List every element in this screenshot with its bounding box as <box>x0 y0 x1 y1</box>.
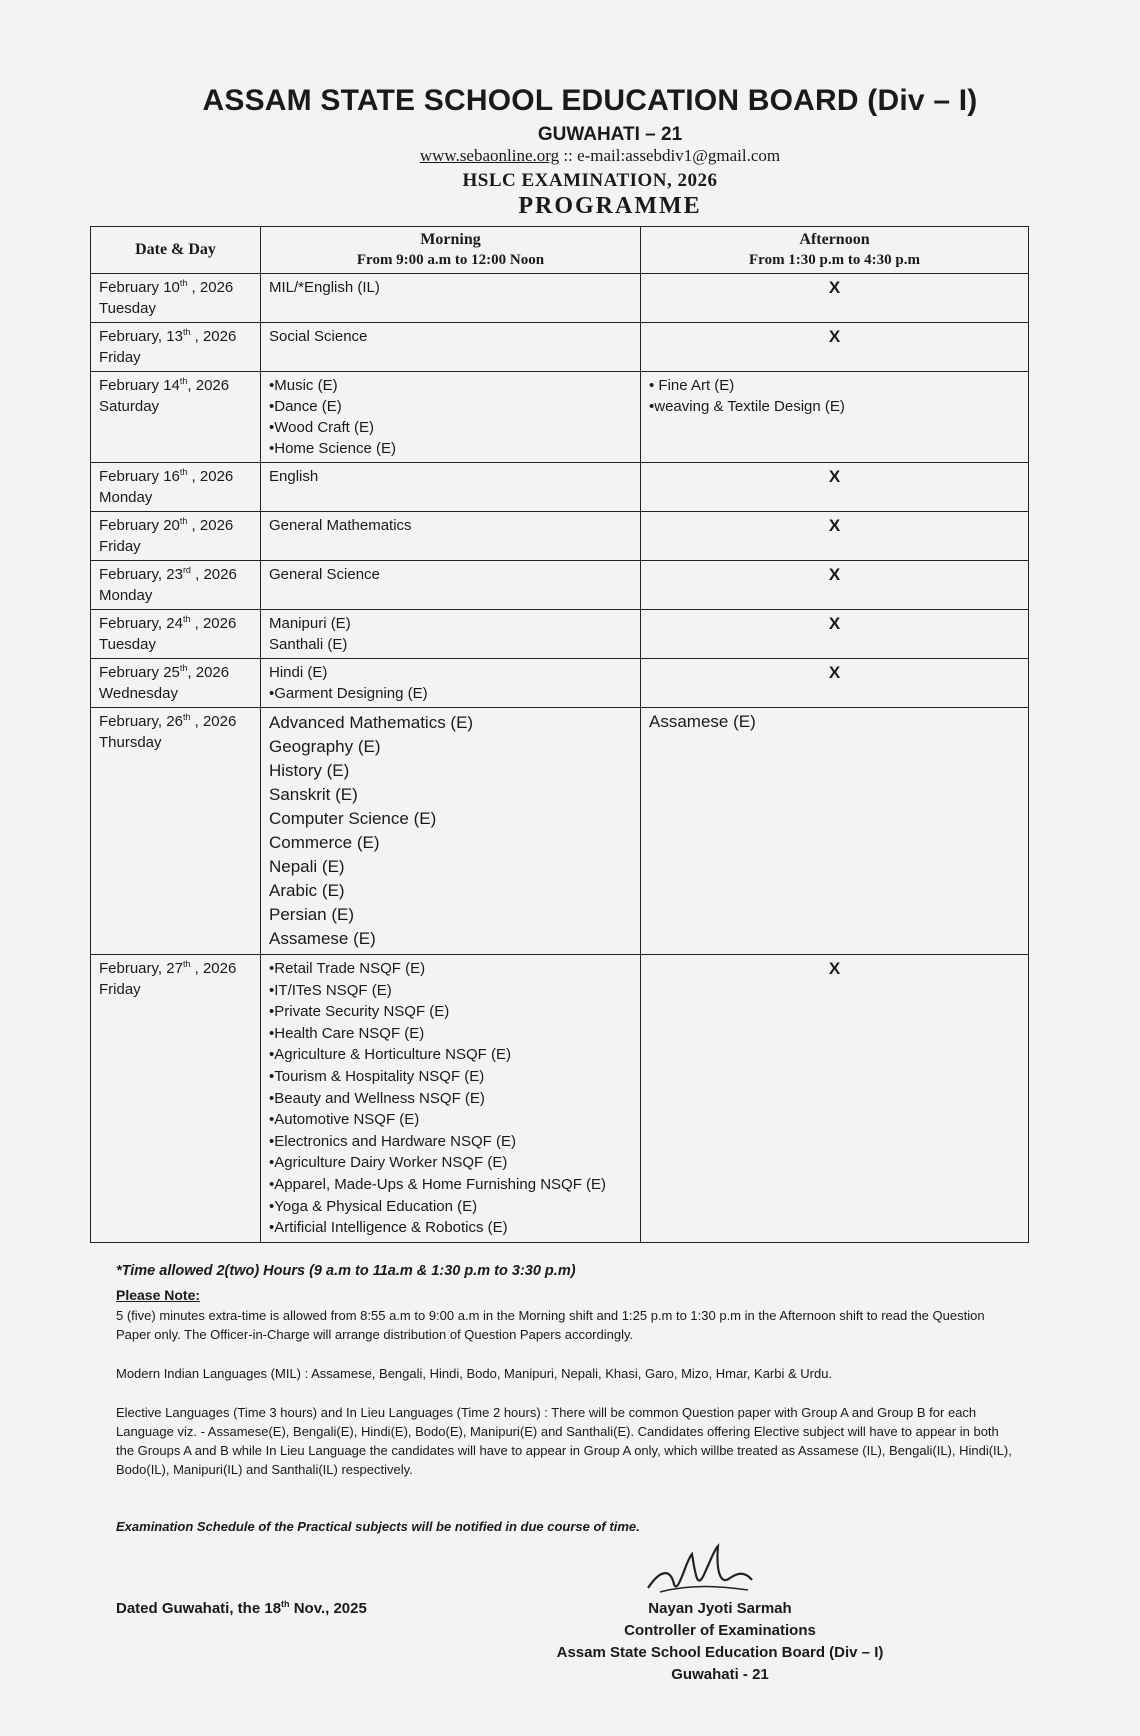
exam-title: HSLC EXAMINATION, 2026 <box>462 170 718 191</box>
note-mil: Modern Indian Languages (MIL) : Assamese, Bengali, Hindi, Bodo, Manipuri, Nepali, Khasi, Garo, Mizo, Hmar, Karbi & Urdu. <box>116 1366 833 1381</box>
morning-subjects-cell <box>261 561 641 610</box>
subject-item: Sanskrit (E) <box>269 785 358 804</box>
board-city: GUWAHATI – 21 <box>537 124 683 145</box>
subject-item: •Dance (E) <box>269 398 342 415</box>
subject-item: •Apparel, Made-Ups & Home Furnishing NSQF (E) <box>269 1175 607 1193</box>
header-afternoon-label: Afternoon <box>799 231 870 248</box>
note-extra-time: 5 (five) minutes extra-time is allowed from 8:55 a.m to 9:00 a.m in the Morning shift and 1:25 p.m to 1:30 p.m in the Afternoon shift to read the Question Paper only. The Officer-in-Charge will arrange distribution of Question Papers accordingly. <box>116 1308 985 1342</box>
afternoon-subjects-cell <box>641 463 1029 512</box>
exam-weekday: Tuesday <box>99 636 156 653</box>
subject-item: • Fine Art (E) <box>649 377 735 394</box>
subject-item: •weaving & Textile Design (E) <box>649 398 845 415</box>
afternoon-subjects-cell <box>641 610 1029 659</box>
afternoon-subjects-cell <box>641 372 1029 463</box>
schedule-table <box>90 226 1029 1243</box>
dated-line <box>116 1600 367 1617</box>
subject-item: General Science <box>269 566 380 583</box>
schedule-row <box>91 610 1029 659</box>
subject-item: History (E) <box>269 761 350 780</box>
schedule-row <box>91 512 1029 561</box>
schedule-row <box>91 708 1029 955</box>
header-morning-label: Morning <box>420 231 481 248</box>
subject-item: •Retail Trade NSQF (E) <box>269 960 426 977</box>
board-title: ASSAM STATE SCHOOL EDUCATION BOARD (Div – I) <box>202 84 978 117</box>
subject-item: Commerce (E) <box>269 833 380 852</box>
subject-item: Computer Science (E) <box>269 809 437 828</box>
subject-item: Advanced Mathematics (E) <box>269 713 474 732</box>
subject-item: English <box>269 468 319 485</box>
signatory-name: Nayan Jyoti Sarmah <box>648 1600 792 1617</box>
no-exam-mark: X <box>828 565 841 584</box>
exam-date: February, 24th , 2026 <box>99 614 237 632</box>
exam-date: February 25th, 2026 <box>99 663 230 681</box>
subject-item: •Agriculture & Horticulture NSQF (E) <box>269 1046 511 1064</box>
header-morning <box>261 227 641 274</box>
morning-subjects-cell <box>261 372 641 463</box>
subject-item: Santhali (E) <box>269 636 348 653</box>
exam-date: February 16th , 2026 <box>99 467 234 485</box>
subject-item: Arabic (E) <box>269 881 345 900</box>
exam-weekday: Thursday <box>99 734 162 751</box>
exam-weekday: Wednesday <box>99 685 178 702</box>
morning-subjects-cell <box>261 955 641 1243</box>
exam-date: February, 13th , 2026 <box>99 327 237 345</box>
signature-block <box>530 1598 910 1686</box>
email-text: :: e-mail:assebdiv1@gmail.com <box>563 146 781 165</box>
afternoon-subjects-cell <box>641 561 1029 610</box>
morning-subjects-cell <box>261 610 641 659</box>
schedule-row <box>91 274 1029 323</box>
subject-item: •Agriculture Dairy Worker NSQF (E) <box>269 1154 508 1172</box>
no-exam-mark: X <box>828 327 841 346</box>
subject-item: Geography (E) <box>269 737 381 756</box>
exam-weekday: Saturday <box>99 398 160 415</box>
exam-date: February, 27th , 2026 <box>99 959 237 977</box>
exam-date: February 14th, 2026 <box>99 376 230 394</box>
header-morning-time: From 9:00 a.m to 12:00 Noon <box>356 252 545 268</box>
subject-item: Nepali (E) <box>269 857 345 876</box>
date-day-cell <box>91 274 261 323</box>
date-day-cell <box>91 463 261 512</box>
no-exam-mark: X <box>828 959 841 978</box>
afternoon-subjects-cell <box>641 955 1029 1243</box>
date-day-cell <box>91 561 261 610</box>
subject-item: •Beauty and Wellness NSQF (E) <box>269 1089 485 1107</box>
schedule-row <box>91 463 1029 512</box>
signature-mark <box>640 1540 760 1602</box>
afternoon-subjects-cell <box>641 659 1029 708</box>
morning-subjects-cell <box>261 512 641 561</box>
note-elective: Elective Languages (Time 3 hours) and In Lieu Languages (Time 2 hours) : There will be common Question paper with Group A and Group B for each Language viz. - Assamese(E), Bengali(E), Hindi(E), Bodo(E), Manipuri(E) and Santhali(E). Candidates offering Elective subject will have to appear in both the Groups A and B while In Lieu Language the candidates will have to appear in Group A only, which willbe treated as Assamese (IL), Bengali(IL), Hindi(IL), Bodo(IL), Manipuri(IL) and Santhali(IL) respectively. <box>116 1405 1012 1477</box>
subject-item: •Wood Craft (E) <box>269 419 374 436</box>
exam-weekday: Friday <box>99 538 141 555</box>
time-allowed-note: *Time allowed 2(two) Hours (9 a.m to 11a.m & 1:30 p.m to 3:30 p.m) <box>116 1263 576 1279</box>
table-header-row <box>91 227 1029 274</box>
date-day-cell <box>91 512 261 561</box>
subject-item: General Mathematics <box>269 517 412 534</box>
afternoon-subjects-cell <box>641 512 1029 561</box>
note-practical: Examination Schedule of the Practical subjects will be notified in due course of time. <box>116 1519 640 1534</box>
date-day-cell <box>91 323 261 372</box>
no-exam-mark: X <box>828 278 841 297</box>
no-exam-mark: X <box>828 614 841 633</box>
exam-date: February, 26th , 2026 <box>99 712 237 730</box>
subject-item: •IT/ITeS NSQF (E) <box>269 981 392 999</box>
header-date-day: Date & Day <box>91 227 261 274</box>
exam-weekday: Monday <box>99 587 153 604</box>
morning-subjects-cell <box>261 274 641 323</box>
morning-subjects-cell <box>261 323 641 372</box>
subject-item: Manipuri (E) <box>269 615 351 632</box>
subject-item: •Health Care NSQF (E) <box>269 1024 425 1042</box>
date-day-cell <box>91 610 261 659</box>
subject-item: Hindi (E) <box>269 664 328 681</box>
subject-item: •Electronics and Hardware NSQF (E) <box>269 1132 516 1150</box>
subject-item: •Private Security NSQF (E) <box>269 1003 450 1021</box>
schedule-row <box>91 955 1029 1243</box>
morning-subjects-cell <box>261 708 641 955</box>
exam-date: February, 23rd , 2026 <box>99 565 237 583</box>
subject-item: •Automotive NSQF (E) <box>269 1111 420 1129</box>
please-note-heading: Please Note: <box>116 1287 201 1303</box>
signatory-title: Controller of Examinations <box>624 1622 816 1639</box>
date-day-cell <box>91 708 261 955</box>
afternoon-subjects-cell <box>641 323 1029 372</box>
subject-item: •Yoga & Physical Education (E) <box>269 1197 478 1215</box>
website-link[interactable]: www.sebaonline.org <box>419 146 560 165</box>
subject-item: Persian (E) <box>269 905 355 924</box>
subject-item: •Music (E) <box>269 377 338 394</box>
subject-item: Assamese (E) <box>269 929 376 948</box>
afternoon-subjects-cell <box>641 708 1029 955</box>
morning-subjects-cell <box>261 659 641 708</box>
signatory-city: Guwahati - 21 <box>671 1666 769 1683</box>
afternoon-subjects-cell <box>641 274 1029 323</box>
header-afternoon <box>641 227 1029 274</box>
header-afternoon-time: From 1:30 p.m to 4:30 p.m <box>749 252 920 268</box>
no-exam-mark: X <box>828 467 841 486</box>
schedule-row <box>91 323 1029 372</box>
subject-item: •Artificial Intelligence & Robotics (E) <box>269 1219 508 1237</box>
exam-weekday: Friday <box>99 981 141 998</box>
date-day-cell <box>91 372 261 463</box>
schedule-row <box>91 372 1029 463</box>
subject-item: •Garment Designing (E) <box>269 685 428 702</box>
signatory-org: Assam State School Education Board (Div – I) <box>556 1644 884 1661</box>
schedule-body <box>91 274 1029 1243</box>
exam-date: February 10th , 2026 <box>99 278 234 296</box>
subject-item: Assamese (E) <box>649 712 756 731</box>
programme-heading: PROGRAMME <box>518 193 702 219</box>
exam-weekday: Friday <box>99 349 141 366</box>
morning-subjects-cell <box>261 463 641 512</box>
schedule-row <box>91 561 1029 610</box>
subject-item: MIL/*English (IL) <box>269 279 380 296</box>
exam-date: February 20th , 2026 <box>99 516 234 534</box>
date-day-cell <box>91 955 261 1243</box>
schedule-row <box>91 659 1029 708</box>
date-day-cell <box>91 659 261 708</box>
board-contact <box>0 146 1140 166</box>
subject-item: •Tourism & Hospitality NSQF (E) <box>269 1067 485 1085</box>
exam-weekday: Monday <box>99 489 153 506</box>
subject-item: Social Science <box>269 328 368 345</box>
subject-item: •Home Science (E) <box>269 440 396 457</box>
exam-weekday: Tuesday <box>99 300 156 317</box>
no-exam-mark: X <box>828 516 841 535</box>
dated-text: Dated Guwahati, the 18th Nov., 2025 <box>116 1599 367 1617</box>
no-exam-mark: X <box>828 663 841 682</box>
